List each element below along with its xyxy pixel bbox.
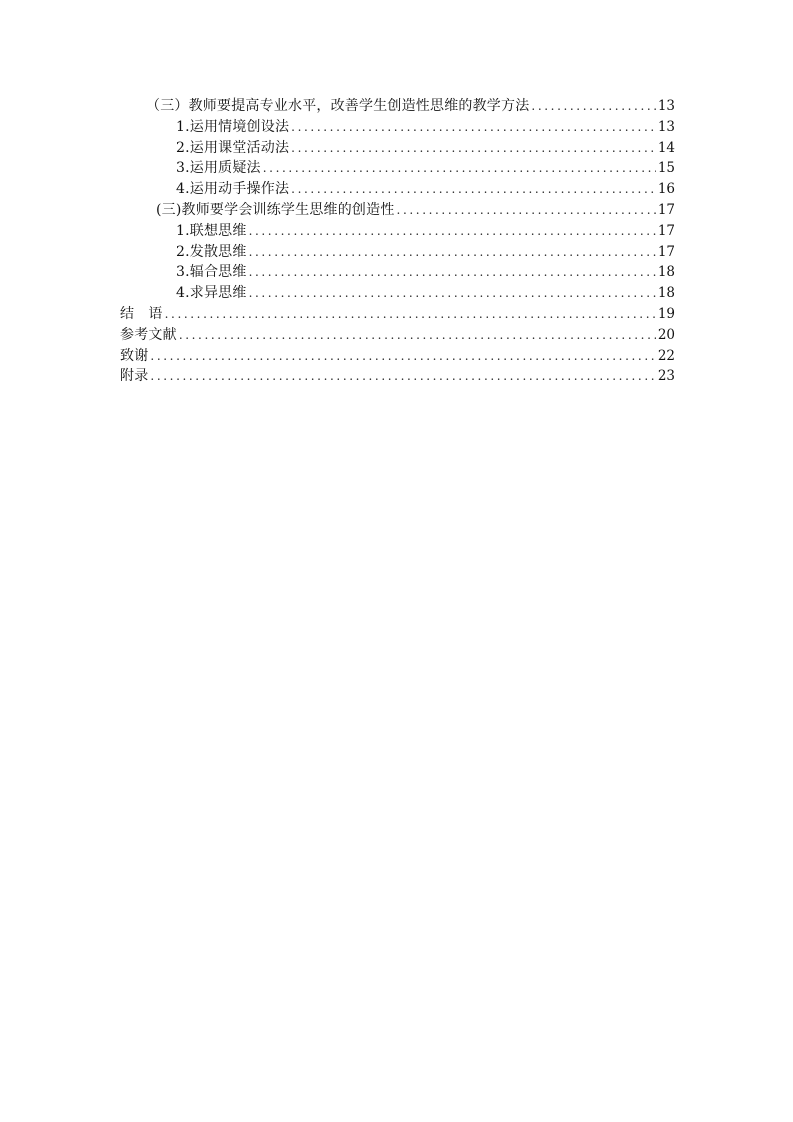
- toc-entry-label: 2.运用课堂活动法: [176, 139, 290, 156]
- toc-entry-label: （三）教师要提高专业水平，改善学生创造性思维的教学方法: [146, 98, 530, 114]
- toc-entry-label: 附录: [120, 368, 149, 385]
- toc-page-number: 18: [657, 285, 675, 302]
- dot-leader: [150, 346, 655, 367]
- toc-entry-label: 致谢: [120, 347, 149, 364]
- toc-entry-label: 1.联想思维: [176, 222, 247, 239]
- dot-leader: [291, 138, 656, 159]
- table-of-contents: [120, 96, 675, 387]
- dot-leader: [291, 117, 656, 138]
- toc-page-number: 18: [657, 264, 675, 281]
- toc-page-number: 22: [657, 347, 675, 364]
- toc-entry-label: 参考文献: [120, 326, 177, 343]
- toc-entry-label: 结 语: [120, 305, 163, 322]
- toc-entry-label: 4.求异思维: [176, 285, 247, 302]
- dot-leader: [165, 304, 656, 325]
- toc-page-number: 13: [657, 118, 675, 135]
- toc-entry-label: 4.运用动手操作法: [176, 181, 290, 198]
- toc-page-number: 20: [657, 326, 675, 343]
- toc-page-number: 14: [657, 139, 675, 156]
- toc-entry-label: 2.发散思维: [176, 243, 247, 260]
- toc-entry-convergent-thinking[interactable]: [120, 262, 675, 283]
- dot-leader: [249, 262, 656, 283]
- toc-page-number: 17: [657, 201, 675, 218]
- dot-leader: [249, 283, 656, 304]
- toc-page-number: 19: [657, 305, 675, 322]
- dot-leader: [249, 242, 656, 263]
- dot-leader: [150, 366, 655, 387]
- toc-entry-acknowledgements[interactable]: [120, 346, 675, 367]
- toc-entry-references[interactable]: [120, 325, 675, 346]
- toc-entry-classroom-activity-method[interactable]: [120, 138, 675, 159]
- toc-page-number: 17: [657, 222, 675, 239]
- toc-page-number: 23: [657, 368, 675, 385]
- toc-entry-label: 3.运用质疑法: [176, 160, 261, 177]
- toc-entry-label: 1.运用情境创设法: [176, 118, 290, 135]
- dot-leader: [531, 96, 655, 117]
- dot-leader: [179, 325, 656, 346]
- toc-entry-associative-thinking[interactable]: [120, 221, 675, 242]
- toc-entry-situation-method[interactable]: [120, 117, 675, 138]
- toc-page-number: 13: [657, 98, 675, 114]
- dot-leader: [397, 200, 656, 221]
- toc-entry-section-3-teaching-methods[interactable]: [120, 96, 675, 117]
- toc-entry-label: 3.辐合思维: [176, 264, 247, 281]
- toc-entry-divergent-thinking[interactable]: [120, 242, 675, 263]
- toc-entry-differential-thinking[interactable]: [120, 283, 675, 304]
- toc-entry-section-3-thinking-training[interactable]: [120, 200, 675, 221]
- toc-page-number: 17: [657, 243, 675, 260]
- dot-leader: [263, 158, 656, 179]
- toc-entry-label: (三)教师要学会训练学生思维的创造性: [156, 201, 395, 218]
- toc-page-number: 15: [657, 160, 675, 177]
- toc-entry-appendix[interactable]: [120, 366, 675, 387]
- dot-leader: [249, 221, 656, 242]
- toc-entry-conclusion[interactable]: [120, 304, 675, 325]
- dot-leader: [291, 179, 656, 200]
- toc-entry-questioning-method[interactable]: [120, 158, 675, 179]
- toc-page-number: 16: [657, 181, 675, 198]
- toc-entry-hands-on-method[interactable]: [120, 179, 675, 200]
